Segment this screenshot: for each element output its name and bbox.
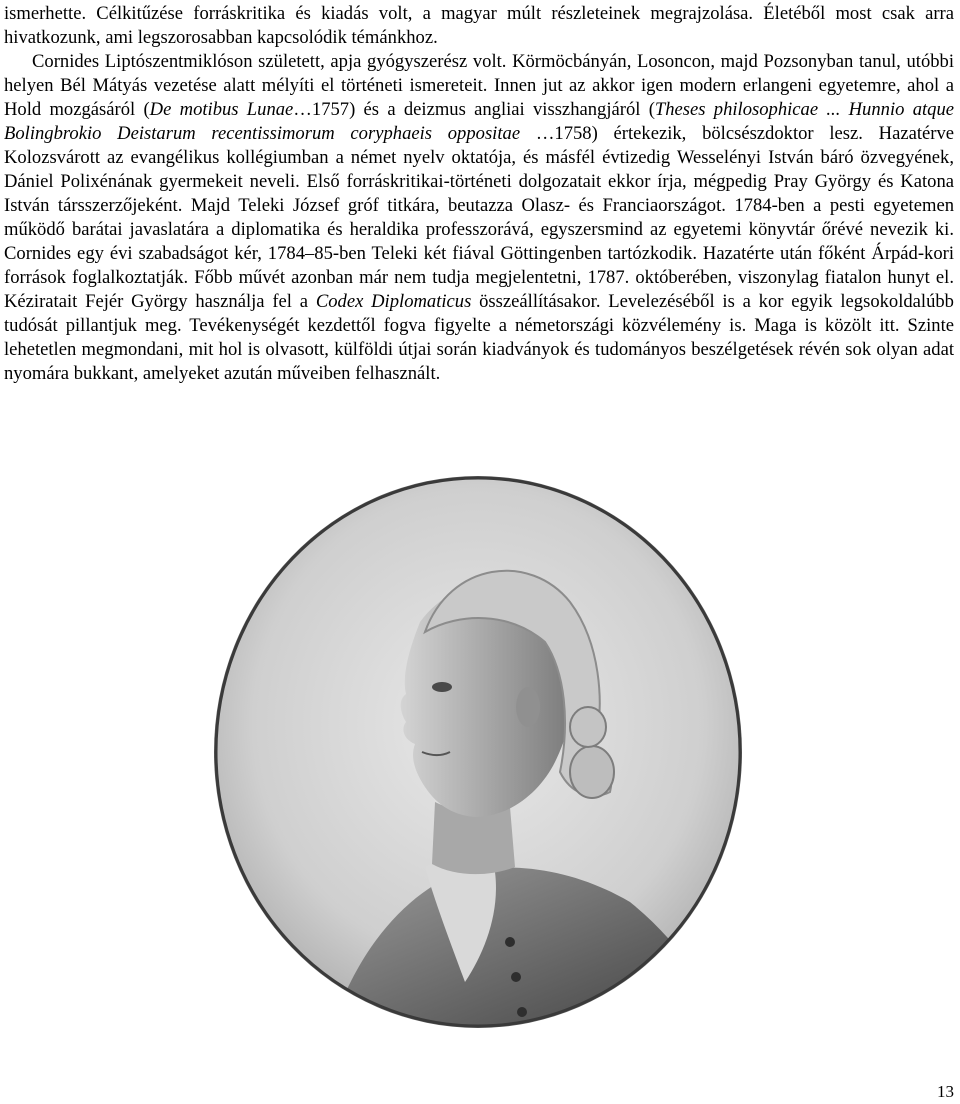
paragraph-1 (4, 2, 954, 50)
paragraph-1-text: ismerhette. Célkitűzése forráskritika és kiadás volt, a magyar múlt részleteinek megrajzolása. Életéből most csak arra hivatkozunk, ami legszorosabban kapcsolódik témánkhoz. (4, 3, 954, 48)
title-de-motibus-lunae: De motibus Lunae (149, 99, 294, 120)
page-number: 13 (937, 1082, 954, 1101)
paragraph-2-part-4: összeállításakor. Levelezéséből is a kor egyik legsokoldalúbb tudósát pillantjuk meg. Tevékenységét kezdettől fogva figyelte a németországi közvélemény is. Maga is közölt itt. Szinte lehetetlen megmondani, mit hol is olvasott, külföldi útjai során kiadványok és tudományos beszélgetések révén sok olyan adat nyomára bukkant, amelyeket azután műveiben felhasznált. (4, 291, 954, 384)
body-text (4, 2, 954, 386)
portrait-medallion-icon (210, 472, 746, 1032)
paragraph-2-part-1: Cornides Liptószentmiklóson született, apja gyógyszerész volt. Körmöcbányán, Losoncon, majd Pozsonyban tanul, utóbbi helyen Bél Mátyás vezetése alatt mélyíti el történeti ismereteit. Innen jut az akkor igen modern erlangeni egyetemre, ahol a Hold mozgásáról ( (4, 51, 954, 120)
title-codex-diplomaticus: Codex Diplomaticus (315, 291, 472, 312)
title-theses-philosophicae: Theses philosophicae ... Hunnio atque Bolingbrokio Deistarum recentissimorum coryphaeis oppositae (4, 99, 955, 144)
paragraph-2-part-2: …1757) és a deizmus angliai visszhangjáról ( (293, 99, 655, 120)
paragraph-2-part-3: …1758) értekezik, bölcsészdoktor lesz. Hazatérve Kolozsvárott az evangélikus kollégiumban a német nyelv oktatója, és másfél évtizedig Wesselényi István báró özvegyének, Dániel Polixénának gyermekeit neveli. Első forráskritikai-történeti dolgozatait ekkor írja, mégpedig Pray György és Katona István társszerzőjeként. Majd Teleki József gróf titkára, beutazza Olasz- és Franciaországot. 1784-ben a pesti egyetemen működő barátai javaslatára a diplomatika és heraldika professzorává, egyszersmind az egyetemi könyvtár őrévé nevezik ki. Cornides egy évi szabadságot kér, 1784–85-ben Teleki két fiával Göttingenben tartózkodik. Hazatérte után főként Árpád-kori források foglalkoztatják. Főbb művét azonban már nem tudja megjelentetni, 1787. októberében, viszonylag fiatalon hunyt el. Kéziratait Fejér György használja fel a (4, 123, 954, 312)
paragraph-2 (4, 50, 954, 386)
